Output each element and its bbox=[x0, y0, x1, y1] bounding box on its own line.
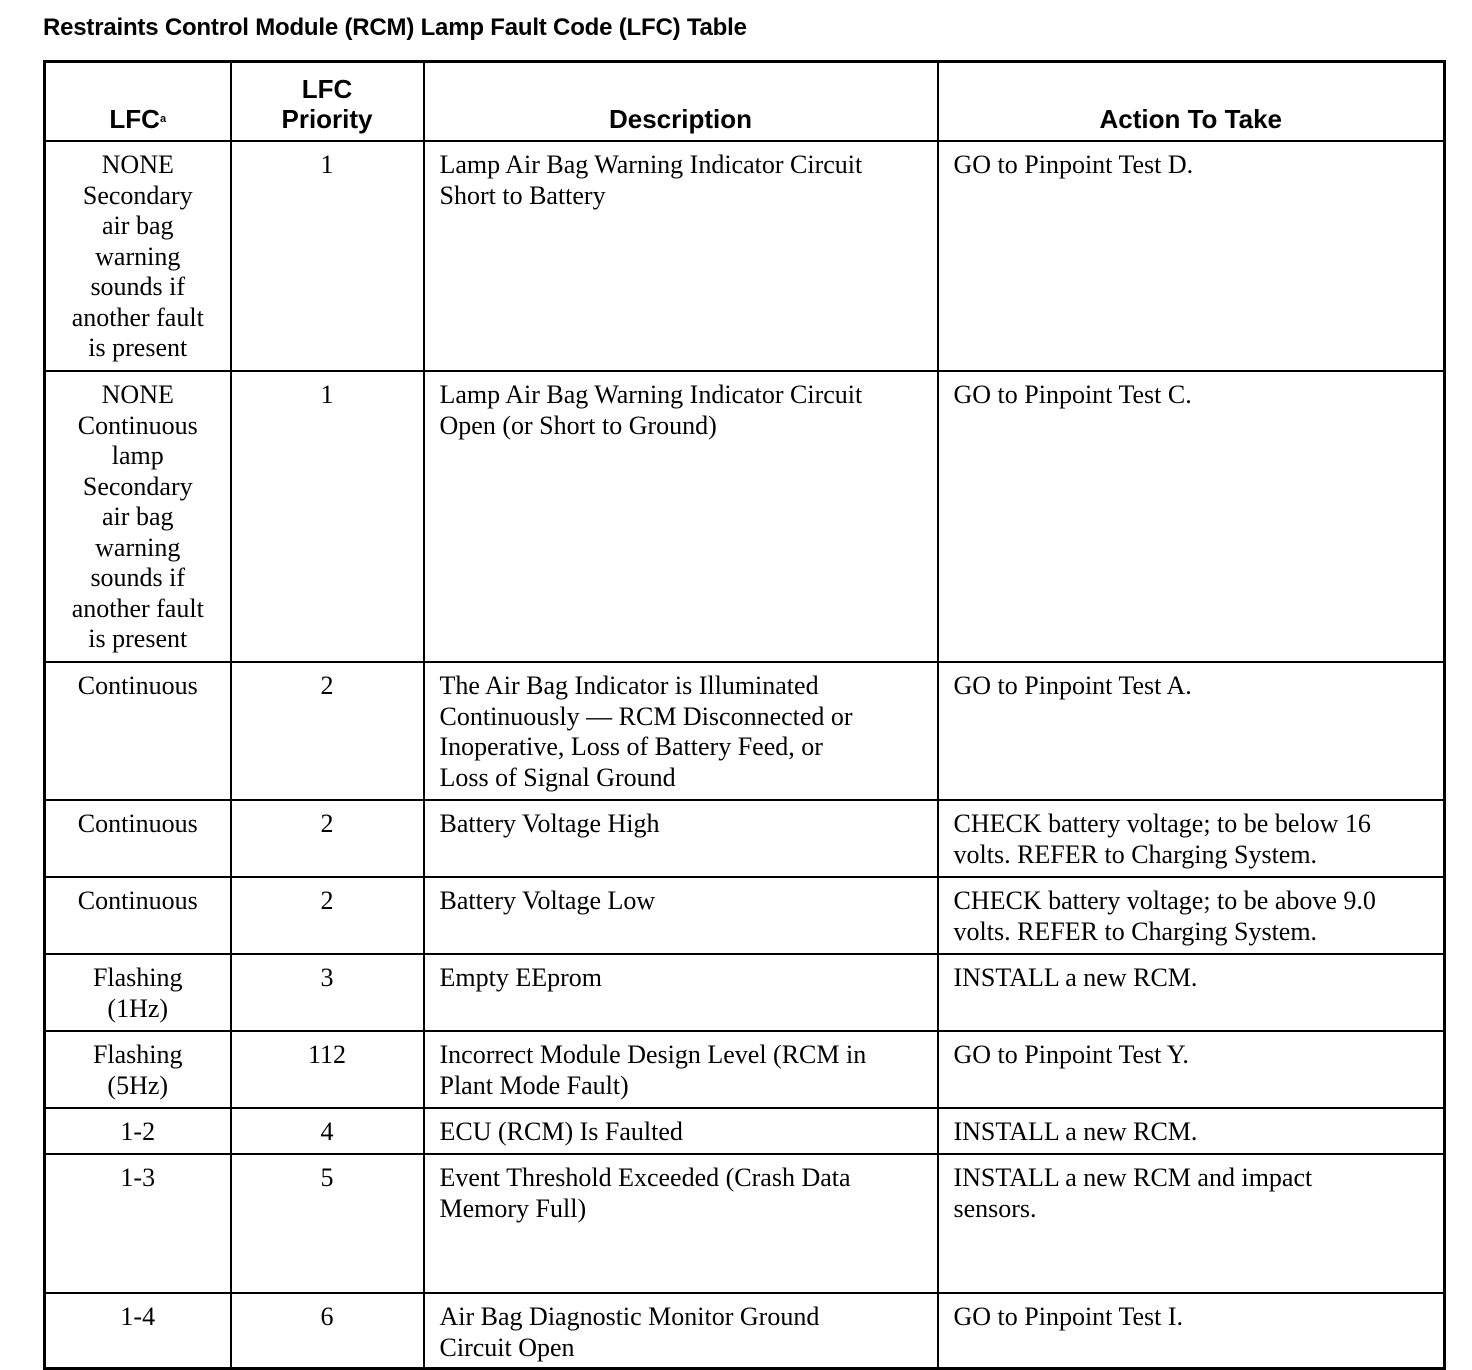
table-row bbox=[45, 1293, 1445, 1369]
table-row bbox=[45, 954, 1445, 1031]
cell-action: INSTALL a new RCM and impact sensors. bbox=[938, 1154, 1445, 1293]
cell-action: INSTALL a new RCM. bbox=[938, 954, 1445, 1031]
cell-lfc: Continuous bbox=[45, 662, 231, 800]
lfc-table bbox=[43, 60, 1446, 1370]
cell-description: Incorrect Module Design Level (RCM in Plant Mode Fault) bbox=[424, 1031, 938, 1108]
cell-description: Empty EEprom bbox=[424, 954, 938, 1031]
cell-priority: 4 bbox=[231, 1108, 424, 1154]
cell-lfc: 1-2 bbox=[45, 1108, 231, 1154]
cell-description: Air Bag Diagnostic Monitor Ground Circuit Open bbox=[424, 1293, 938, 1369]
cell-description: Battery Voltage High bbox=[424, 800, 938, 877]
cell-priority: 2 bbox=[231, 877, 424, 954]
cell-priority: 2 bbox=[231, 662, 424, 800]
table-row bbox=[45, 877, 1445, 954]
footnote-marker: a bbox=[159, 113, 167, 125]
cell-lfc: NONE Continuous lamp Secondary air bag warning sounds if another fault is present bbox=[45, 371, 231, 662]
cell-priority: 5 bbox=[231, 1154, 424, 1293]
table-row bbox=[45, 800, 1445, 877]
cell-lfc: Continuous bbox=[45, 877, 231, 954]
cell-lfc: 1-4 bbox=[45, 1293, 231, 1369]
cell-lfc: NONE Secondary air bag warning sounds if another fault is present bbox=[45, 141, 231, 371]
cell-action: CHECK battery voltage; to be above 9.0 volts. REFER to Charging System. bbox=[938, 877, 1445, 954]
header-row bbox=[45, 62, 1445, 142]
table-row bbox=[45, 1031, 1445, 1108]
cell-action: INSTALL a new RCM. bbox=[938, 1108, 1445, 1154]
table-row bbox=[45, 371, 1445, 662]
cell-description: The Air Bag Indicator is Illuminated Continuously — RCM Disconnected or Inoperative, Loss of Battery Feed, or Loss of Signal Ground bbox=[424, 662, 938, 800]
table-row bbox=[45, 1108, 1445, 1154]
cell-description: ECU (RCM) Is Faulted bbox=[424, 1108, 938, 1154]
cell-lfc: Flashing (5Hz) bbox=[45, 1031, 231, 1108]
cell-lfc: Flashing (1Hz) bbox=[45, 954, 231, 1031]
cell-lfc: 1-3 bbox=[45, 1154, 231, 1293]
cell-description: Lamp Air Bag Warning Indicator Circuit Open (or Short to Ground) bbox=[424, 371, 938, 662]
cell-action: GO to Pinpoint Test C. bbox=[938, 371, 1445, 662]
header-description: Description bbox=[424, 62, 938, 142]
table-row bbox=[45, 141, 1445, 371]
header-priority: LFC Priority bbox=[231, 62, 424, 142]
cell-action: GO to Pinpoint Test A. bbox=[938, 662, 1445, 800]
cell-priority: 1 bbox=[231, 141, 424, 371]
header-action: Action To Take bbox=[938, 62, 1445, 142]
cell-priority: 2 bbox=[231, 800, 424, 877]
cell-lfc: Continuous bbox=[45, 800, 231, 877]
cell-priority: 3 bbox=[231, 954, 424, 1031]
cell-description: Battery Voltage Low bbox=[424, 877, 938, 954]
cell-action: GO to Pinpoint Test D. bbox=[938, 141, 1445, 371]
cell-action: CHECK battery voltage; to be below 16 volts. REFER to Charging System. bbox=[938, 800, 1445, 877]
cell-action: GO to Pinpoint Test Y. bbox=[938, 1031, 1445, 1108]
header-lfc-label: LFC bbox=[109, 104, 160, 134]
table-row bbox=[45, 1154, 1445, 1293]
page-title: Restraints Control Module (RCM) Lamp Fault Code (LFC) Table bbox=[43, 14, 747, 41]
cell-priority: 112 bbox=[231, 1031, 424, 1108]
cell-description: Lamp Air Bag Warning Indicator Circuit Short to Battery bbox=[424, 141, 938, 371]
cell-description: Event Threshold Exceeded (Crash Data Memory Full) bbox=[424, 1154, 938, 1293]
cell-action: GO to Pinpoint Test I. bbox=[938, 1293, 1445, 1369]
cell-priority: 1 bbox=[231, 371, 424, 662]
header-lfc bbox=[45, 62, 231, 142]
cell-priority: 6 bbox=[231, 1293, 424, 1369]
table-row bbox=[45, 662, 1445, 800]
